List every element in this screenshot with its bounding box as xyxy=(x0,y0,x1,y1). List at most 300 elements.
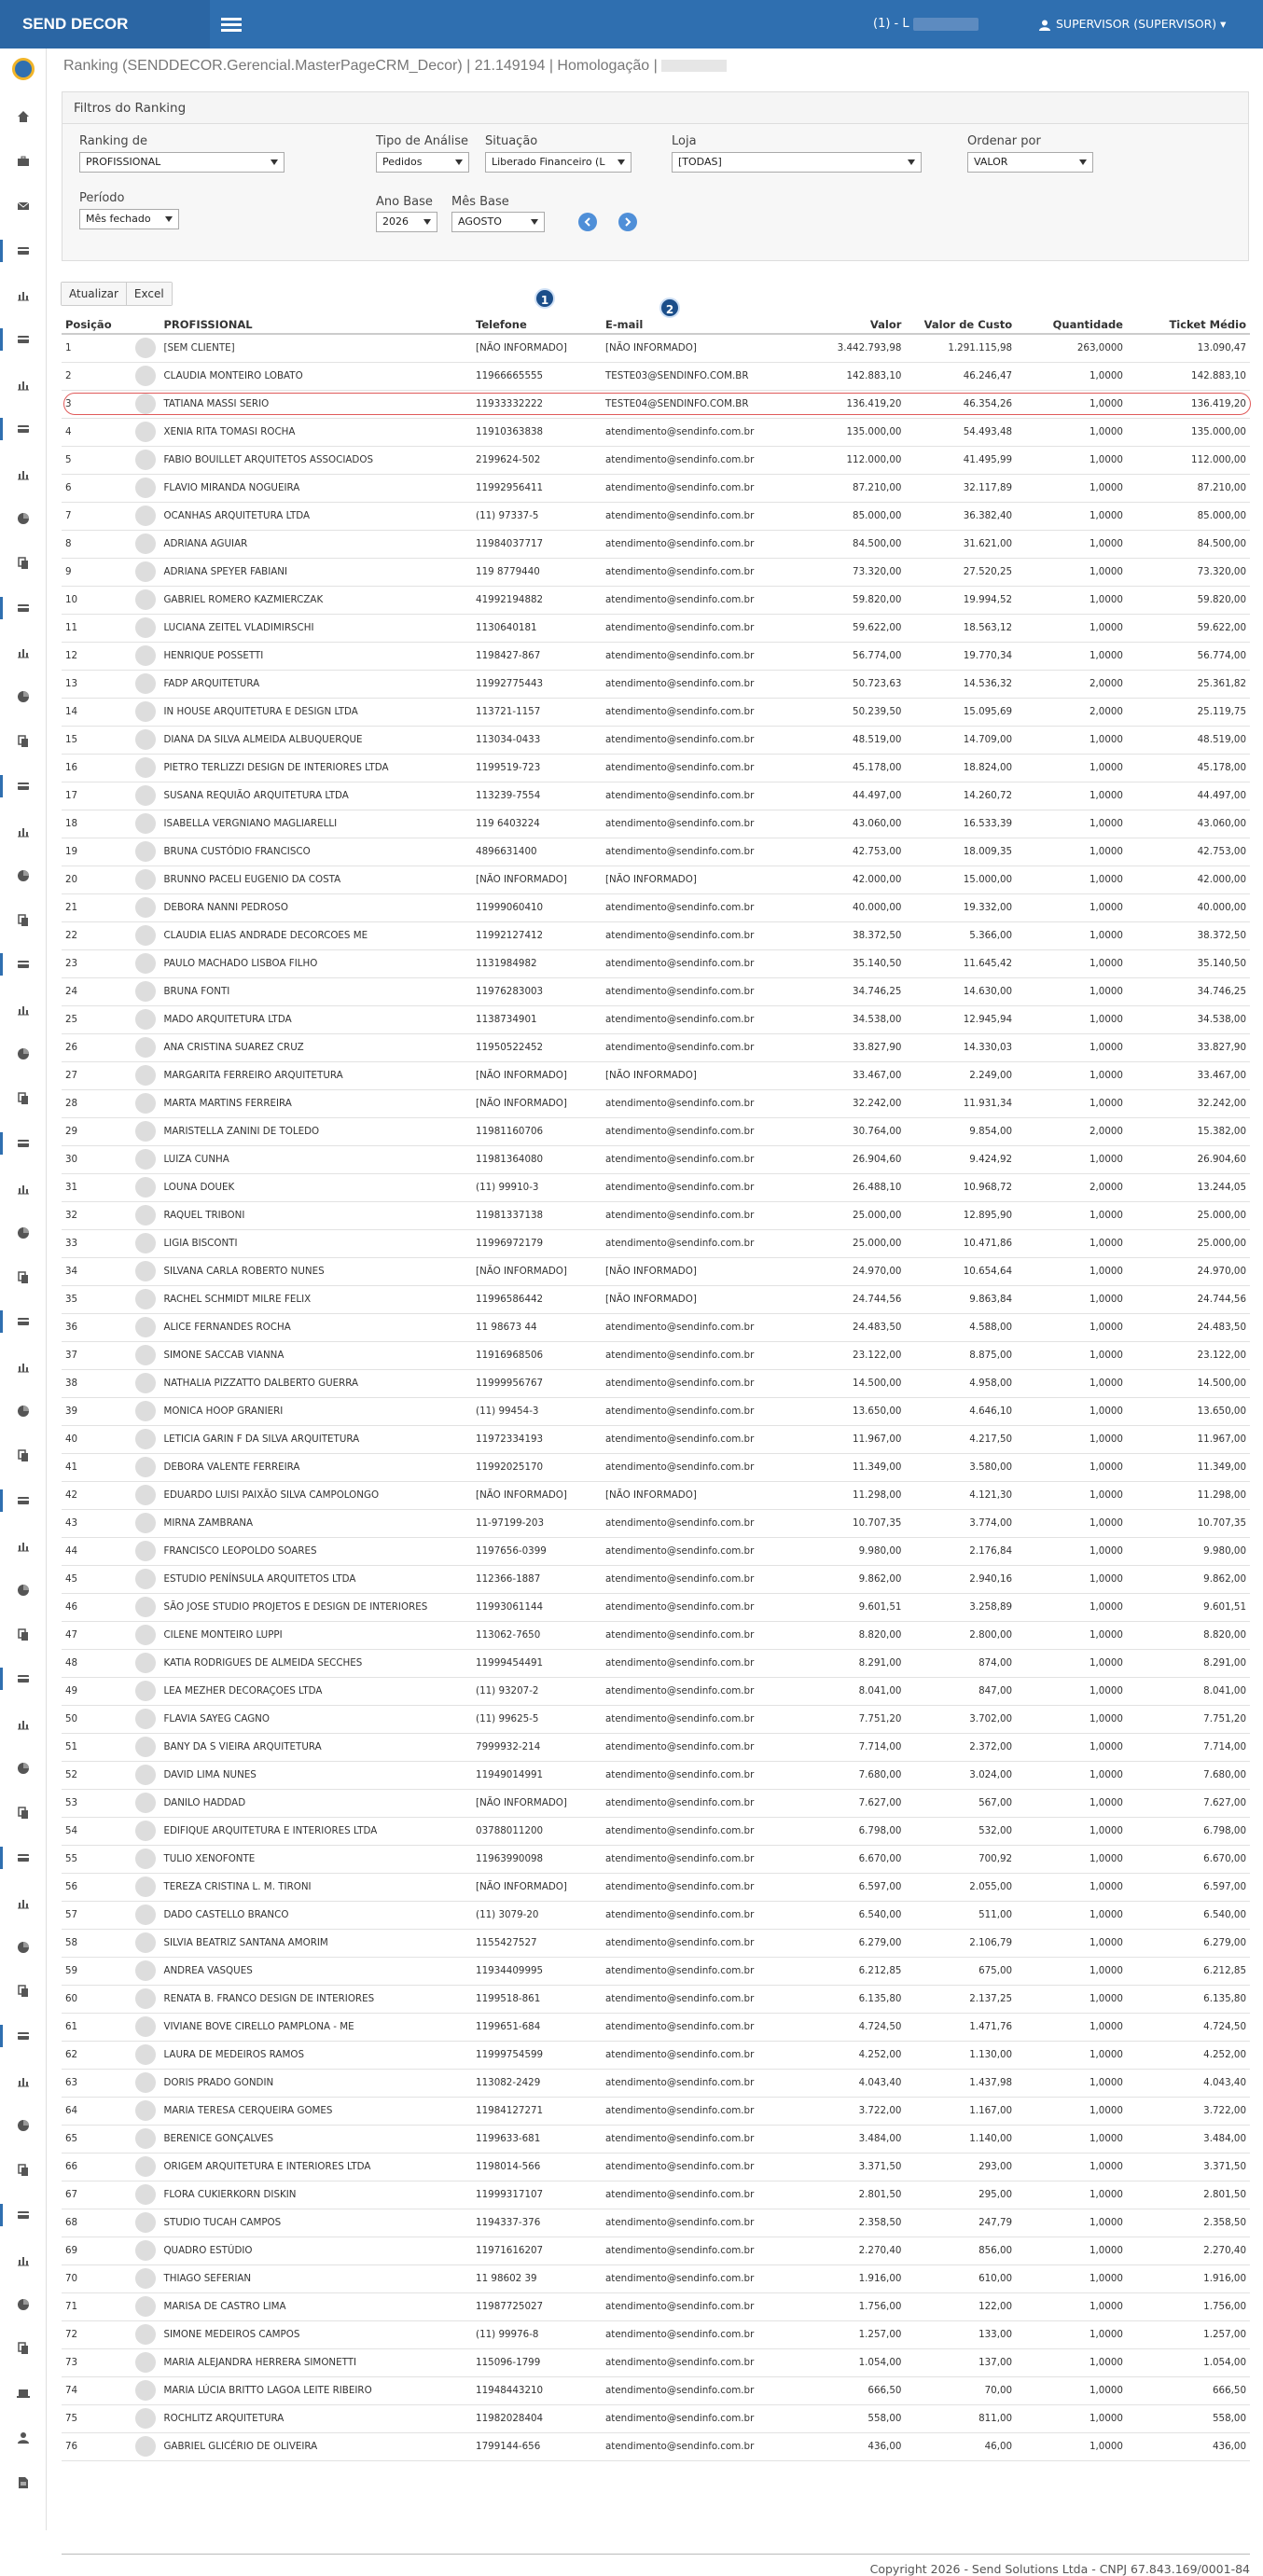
cell-posicao: 12 xyxy=(62,642,132,670)
cell-quantidade: 1,0000 xyxy=(1016,1593,1127,1621)
cell-email: [NÃO INFORMADO] xyxy=(602,1481,787,1509)
table-row[interactable] xyxy=(62,2264,1250,2292)
sidebar-item-copy[interactable] xyxy=(0,732,47,751)
sidebar-item-card[interactable] xyxy=(0,242,47,260)
sidebar-item-pie-chart[interactable] xyxy=(0,2295,47,2314)
cell-profissional: ANDREA VASQUES xyxy=(160,1957,472,1985)
sidebar-item-home[interactable] xyxy=(0,107,47,126)
cell-posicao: 31 xyxy=(62,1173,132,1201)
cell-posicao: 10 xyxy=(62,586,132,614)
table-row[interactable] xyxy=(62,2432,1250,2460)
cell-valor: 59.622,00 xyxy=(787,614,905,642)
sidebar-item-pie-chart[interactable] xyxy=(0,1224,47,1242)
periodo-select[interactable]: Mês fechado xyxy=(79,209,179,229)
cell-email: atendimento@sendinfo.com.br xyxy=(602,1985,787,2013)
table-row[interactable] xyxy=(62,446,1250,474)
sidebar-item-card[interactable] xyxy=(0,1491,47,1510)
sidebar-group-marker xyxy=(0,240,3,262)
avatar xyxy=(135,1009,156,1030)
col-valor[interactable]: Valor xyxy=(787,315,905,334)
cell-valor-custo: 1.291.115,98 xyxy=(905,334,1016,362)
avatar xyxy=(135,1485,156,1505)
cell-valor-custo: 5.366,00 xyxy=(905,921,1016,949)
menu-toggle-icon[interactable] xyxy=(210,0,252,48)
table-row[interactable] xyxy=(62,670,1250,698)
sidebar-item-bar-chart[interactable] xyxy=(0,1714,47,1733)
sidebar-item-card[interactable] xyxy=(0,1134,47,1153)
table-row[interactable] xyxy=(62,586,1250,614)
table-row[interactable] xyxy=(62,2237,1250,2264)
avatar xyxy=(135,1709,156,1729)
cell-posicao: 18 xyxy=(62,810,132,838)
cell-telefone: [NÃO INFORMADO] xyxy=(472,1481,602,1509)
table-row[interactable] xyxy=(62,1817,1250,1845)
cell-profissional: RACHEL SCHMIDT MILRE FELIX xyxy=(160,1285,472,1313)
table-row[interactable] xyxy=(62,1089,1250,1117)
cell-valor-custo: 4.958,00 xyxy=(905,1369,1016,1397)
table-row[interactable] xyxy=(62,1033,1250,1061)
avatar xyxy=(135,1205,156,1226)
table-row[interactable] xyxy=(62,418,1250,446)
sidebar-item-bar-chart[interactable] xyxy=(0,2071,47,2090)
table-row[interactable] xyxy=(62,362,1250,390)
table-row[interactable] xyxy=(62,1005,1250,1033)
cell-telefone: 11996972179 xyxy=(472,1229,602,1257)
cell-posicao: 56 xyxy=(62,1873,132,1901)
cell-valor: 38.372,50 xyxy=(787,921,905,949)
table-row[interactable] xyxy=(62,1621,1250,1649)
cell-quantidade: 1,0000 xyxy=(1016,2153,1127,2181)
table-row[interactable] xyxy=(62,1761,1250,1789)
table-row[interactable] xyxy=(62,2069,1250,2097)
sidebar-item-pie-chart[interactable] xyxy=(0,2116,47,2135)
analise-select[interactable]: Pedidos xyxy=(376,152,469,173)
cell-ticket-medio: 59.820,00 xyxy=(1127,586,1250,614)
sidebar-item-user[interactable] xyxy=(0,2429,47,2447)
cell-posicao: 47 xyxy=(62,1621,132,1649)
cell-telefone: 113062-7650 xyxy=(472,1621,602,1649)
table-row[interactable] xyxy=(62,2125,1250,2153)
cell-quantidade: 1,0000 xyxy=(1016,1341,1127,1369)
table-row[interactable] xyxy=(62,726,1250,754)
sidebar-item-pie-chart[interactable] xyxy=(0,1759,47,1778)
sidebar-item-card[interactable] xyxy=(0,1312,47,1331)
avatar-cell xyxy=(132,977,160,1005)
atualizar-button[interactable]: Atualizar xyxy=(62,283,126,305)
table-row[interactable] xyxy=(62,1985,1250,2013)
sidebar-item-copy[interactable] xyxy=(0,1268,47,1287)
table-row[interactable] xyxy=(62,698,1250,726)
cell-valor: 26.488,10 xyxy=(787,1173,905,1201)
cell-valor-custo: 3.774,00 xyxy=(905,1509,1016,1537)
cell-posicao: 1 xyxy=(62,334,132,362)
cell-quantidade: 1,0000 xyxy=(1016,1985,1127,2013)
mes-label: Mês Base xyxy=(451,195,509,209)
cell-ticket-medio: 2.270,40 xyxy=(1127,2237,1250,2264)
table-row[interactable] xyxy=(62,1229,1250,1257)
table-row[interactable] xyxy=(62,1201,1250,1229)
cell-valor-custo: 19.770,34 xyxy=(905,642,1016,670)
table-row[interactable] xyxy=(62,530,1250,558)
sidebar-item-copy[interactable] xyxy=(0,1982,47,2001)
cell-quantidade: 1,0000 xyxy=(1016,1033,1127,1061)
cell-profissional: SILVANA CARLA ROBERTO NUNES xyxy=(160,1257,472,1285)
avatar xyxy=(135,1317,156,1337)
table-row[interactable] xyxy=(62,838,1250,866)
cell-email: atendimento@sendinfo.com.br xyxy=(602,2237,787,2264)
avatar-cell xyxy=(132,2069,160,2097)
table-row[interactable] xyxy=(62,1061,1250,1089)
sidebar-item-copy[interactable] xyxy=(0,2339,47,2358)
pie-chart-icon xyxy=(17,1047,30,1060)
cell-email: atendimento@sendinfo.com.br xyxy=(602,502,787,530)
cell-valor-custo: 31.621,00 xyxy=(905,530,1016,558)
avatar xyxy=(135,533,156,554)
sidebar-item-bar-chart[interactable] xyxy=(0,464,47,483)
table-row[interactable] xyxy=(62,810,1250,838)
table-row[interactable] xyxy=(62,2292,1250,2320)
table-row[interactable] xyxy=(62,474,1250,502)
table-row[interactable] xyxy=(62,2320,1250,2348)
cell-ticket-medio: 87.210,00 xyxy=(1127,474,1250,502)
cell-valor-custo: 19.994,52 xyxy=(905,586,1016,614)
table-row[interactable] xyxy=(62,502,1250,530)
sidebar-item-copy[interactable] xyxy=(0,1089,47,1108)
table-row[interactable] xyxy=(62,1901,1250,1929)
cell-profissional: EDIFIQUE ARQUITETURA E INTERIORES LTDA xyxy=(160,1817,472,1845)
table-row[interactable] xyxy=(62,2209,1250,2237)
avatar-cell xyxy=(132,1369,160,1397)
table-row[interactable] xyxy=(62,1705,1250,1733)
table-header-row xyxy=(62,315,1250,334)
sidebar-item-briefcase[interactable] xyxy=(0,152,47,171)
cell-email: atendimento@sendinfo.com.br xyxy=(602,893,787,921)
sidebar-item-bar-chart[interactable] xyxy=(0,1893,47,1912)
footer: Copyright 2026 - Send Solutions Ltda - CNPJ 67.843.169/0001-84 xyxy=(62,2554,1250,2576)
col-posicao[interactable]: Posição xyxy=(62,315,132,334)
table-row[interactable] xyxy=(62,2041,1250,2069)
brand-logo[interactable]: SEND DECOR xyxy=(0,0,210,48)
sidebar-item-card[interactable] xyxy=(0,2206,47,2224)
cell-posicao: 70 xyxy=(62,2264,132,2292)
cell-quantidade: 2,0000 xyxy=(1016,670,1127,698)
cell-valor-custo: 1.167,00 xyxy=(905,2097,1016,2125)
cell-profissional: MARIA ALEJANDRA HERRERA SIMONETTI xyxy=(160,2348,472,2376)
cell-posicao: 67 xyxy=(62,2181,132,2209)
cell-telefone: 113239-7554 xyxy=(472,782,602,810)
avatar xyxy=(135,506,156,526)
cell-profissional: IN HOUSE ARQUITETURA E DESIGN LTDA xyxy=(160,698,472,726)
sidebar-item-pie-chart[interactable] xyxy=(0,1938,47,1957)
avatar xyxy=(135,1932,156,1953)
table-row[interactable] xyxy=(62,2404,1250,2432)
cell-telefone: 11950522452 xyxy=(472,1033,602,1061)
cell-email: atendimento@sendinfo.com.br xyxy=(602,614,787,642)
sidebar-item-pie-chart[interactable] xyxy=(0,687,47,706)
sidebar-group-marker xyxy=(0,1310,3,1333)
cell-email: atendimento@sendinfo.com.br xyxy=(602,558,787,586)
sidebar-item-card[interactable] xyxy=(0,599,47,617)
caret-down-icon: ▾ xyxy=(1220,17,1227,31)
cell-quantidade: 1,0000 xyxy=(1016,418,1127,446)
cell-ticket-medio: 56.774,00 xyxy=(1127,642,1250,670)
cell-valor: 73.320,00 xyxy=(787,558,905,586)
avatar xyxy=(135,813,156,834)
avatar xyxy=(135,617,156,638)
sidebar-item-card[interactable] xyxy=(0,2027,47,2045)
sidebar-item-bar-chart[interactable] xyxy=(0,822,47,840)
sidebar-item-pie-chart[interactable] xyxy=(0,1581,47,1600)
pie-chart-icon xyxy=(17,1584,30,1597)
table-row[interactable] xyxy=(62,2153,1250,2181)
sidebar-item-copy[interactable] xyxy=(0,1447,47,1465)
cell-telefone: 113034-0433 xyxy=(472,726,602,754)
table-row[interactable] xyxy=(62,1481,1250,1509)
sidebar-item-bar-chart[interactable] xyxy=(0,2251,47,2269)
table-row[interactable] xyxy=(62,1341,1250,1369)
table-row[interactable] xyxy=(62,893,1250,921)
sidebar-item-card[interactable] xyxy=(0,777,47,796)
cell-valor: 13.650,00 xyxy=(787,1397,905,1425)
col-valor-custo[interactable]: Valor de Custo xyxy=(905,315,1016,334)
cell-telefone: 1199633-681 xyxy=(472,2125,602,2153)
table-row[interactable] xyxy=(62,949,1250,977)
mes-select[interactable]: AGOSTO xyxy=(451,212,545,232)
cell-posicao: 38 xyxy=(62,1369,132,1397)
avatar xyxy=(135,2240,156,2261)
table-row[interactable] xyxy=(62,2181,1250,2209)
table-row[interactable] xyxy=(62,1929,1250,1957)
table-row[interactable] xyxy=(62,866,1250,893)
cell-quantidade: 1,0000 xyxy=(1016,838,1127,866)
avatar xyxy=(135,1513,156,1533)
cell-quantidade: 1,0000 xyxy=(1016,1285,1127,1313)
card-icon xyxy=(17,1315,30,1328)
avatar-cell xyxy=(132,1089,160,1117)
ordenar-select[interactable]: VALOR xyxy=(967,152,1093,173)
table-row[interactable] xyxy=(62,390,1250,418)
table-row[interactable] xyxy=(62,1257,1250,1285)
cell-posicao: 33 xyxy=(62,1229,132,1257)
table-row[interactable] xyxy=(62,614,1250,642)
table-row[interactable] xyxy=(62,1285,1250,1313)
table-row[interactable] xyxy=(62,2013,1250,2041)
cell-telefone: 11992127412 xyxy=(472,921,602,949)
next-month-button[interactable] xyxy=(618,213,637,231)
avatar-cell xyxy=(132,1817,160,1845)
cell-valor: 2.358,50 xyxy=(787,2209,905,2237)
table-row[interactable] xyxy=(62,921,1250,949)
sidebar-item-copy[interactable] xyxy=(0,1626,47,1644)
avatar-cell xyxy=(132,1005,160,1033)
avatar xyxy=(135,1681,156,1701)
filters-header: Filtros do Ranking xyxy=(62,92,1248,124)
excel-button[interactable]: Excel xyxy=(126,283,172,305)
cell-valor-custo: 1.471,76 xyxy=(905,2013,1016,2041)
sidebar-item-copy[interactable] xyxy=(0,2161,47,2180)
table-row[interactable] xyxy=(62,1873,1250,1901)
avatar-cell xyxy=(132,334,160,362)
avatar-cell xyxy=(132,1313,160,1341)
cell-email: atendimento@sendinfo.com.br xyxy=(602,2041,787,2069)
table-row[interactable] xyxy=(62,558,1250,586)
sidebar-item-pie-chart[interactable] xyxy=(0,509,47,528)
cell-posicao: 24 xyxy=(62,977,132,1005)
sidebar-item-bar-chart[interactable] xyxy=(0,1179,47,1198)
sidebar-item-copy[interactable] xyxy=(0,1804,47,1822)
avatar-cell xyxy=(132,2041,160,2069)
avatar xyxy=(135,1065,156,1086)
table-row[interactable] xyxy=(62,1453,1250,1481)
avatar-cell xyxy=(132,2264,160,2292)
sidebar-item-pie-chart[interactable] xyxy=(0,1402,47,1420)
table-row[interactable] xyxy=(62,1845,1250,1873)
cell-valor: 112.000,00 xyxy=(787,446,905,474)
table-row[interactable] xyxy=(62,1733,1250,1761)
cell-posicao: 43 xyxy=(62,1509,132,1537)
sidebar-item-bar-chart[interactable] xyxy=(0,1536,47,1555)
cell-email: atendimento@sendinfo.com.br xyxy=(602,2125,787,2153)
copy-icon xyxy=(17,1985,30,1998)
sidebar-item-bar-chart[interactable] xyxy=(0,1000,47,1018)
col-ticket-medio[interactable]: Ticket Médio xyxy=(1127,315,1250,334)
cell-telefone: 11971616207 xyxy=(472,2237,602,2264)
cell-posicao: 34 xyxy=(62,1257,132,1285)
cell-quantidade: 1,0000 xyxy=(1016,1957,1127,1985)
cell-quantidade: 1,0000 xyxy=(1016,1397,1127,1425)
ano-select[interactable]: 2026 xyxy=(376,212,437,232)
table-row[interactable] xyxy=(62,1173,1250,1201)
cell-telefone: 11933332222 xyxy=(472,390,602,418)
avatar-cell xyxy=(132,1397,160,1425)
cell-ticket-medio: 9.601,51 xyxy=(1127,1593,1250,1621)
cell-telefone: 1198014-566 xyxy=(472,2153,602,2181)
cell-valor-custo: 14.330,03 xyxy=(905,1033,1016,1061)
table-row[interactable] xyxy=(62,334,1250,362)
sidebar-item-card[interactable] xyxy=(0,1669,47,1688)
table-row[interactable] xyxy=(62,977,1250,1005)
table-row[interactable] xyxy=(62,782,1250,810)
sidebar-item-card[interactable] xyxy=(0,420,47,438)
loja-select[interactable]: [TODAS] xyxy=(672,152,922,173)
table-row[interactable] xyxy=(62,1425,1250,1453)
cell-posicao: 19 xyxy=(62,838,132,866)
copy-icon xyxy=(17,557,30,570)
table-row[interactable] xyxy=(62,1565,1250,1593)
table-row[interactable] xyxy=(62,2376,1250,2404)
cell-valor: 11.967,00 xyxy=(787,1425,905,1453)
sidebar-item-bar-chart[interactable] xyxy=(0,285,47,304)
cell-valor-custo: 10.471,86 xyxy=(905,1229,1016,1257)
table-row[interactable] xyxy=(62,1397,1250,1425)
cell-quantidade: 2,0000 xyxy=(1016,698,1127,726)
cell-quantidade: 1,0000 xyxy=(1016,1621,1127,1649)
sidebar-item-laptop[interactable] xyxy=(0,2384,47,2403)
cell-profissional: SILVIA BEATRIZ SANTANA AMORIM xyxy=(160,1929,472,1957)
cell-posicao: 22 xyxy=(62,921,132,949)
avatar xyxy=(135,2380,156,2401)
table-row[interactable] xyxy=(62,2097,1250,2125)
sidebar-item-copy[interactable] xyxy=(0,911,47,930)
table-row[interactable] xyxy=(62,1369,1250,1397)
cell-posicao: 64 xyxy=(62,2097,132,2125)
cell-email: [NÃO INFORMADO] xyxy=(602,1257,787,1285)
ordenar-label: Ordenar por xyxy=(967,134,1041,148)
cell-ticket-medio: 84.500,00 xyxy=(1127,530,1250,558)
ranking-select[interactable]: PROFISSIONAL xyxy=(79,152,285,173)
table-row[interactable] xyxy=(62,1509,1250,1537)
cell-valor-custo: 14.536,32 xyxy=(905,670,1016,698)
table-row[interactable] xyxy=(62,2348,1250,2376)
table-row[interactable] xyxy=(62,642,1250,670)
cell-posicao: 54 xyxy=(62,1817,132,1845)
cell-posicao: 25 xyxy=(62,1005,132,1033)
sidebar-item-pie-chart[interactable] xyxy=(0,866,47,885)
col-telefone[interactable]: Telefone xyxy=(472,315,602,334)
user-icon xyxy=(17,2431,30,2444)
avatar-cell xyxy=(132,502,160,530)
sidebar-item-bar-chart[interactable] xyxy=(0,643,47,661)
table-row[interactable] xyxy=(62,1649,1250,1677)
cell-posicao: 52 xyxy=(62,1761,132,1789)
sidebar-item-pie-chart[interactable] xyxy=(0,1045,47,1063)
table-row[interactable] xyxy=(62,1677,1250,1705)
table-row[interactable] xyxy=(62,754,1250,782)
table-row[interactable] xyxy=(62,1313,1250,1341)
col-email[interactable]: E-mail xyxy=(602,315,787,334)
sidebar-item-card[interactable] xyxy=(0,955,47,974)
table-row[interactable] xyxy=(62,1593,1250,1621)
cell-ticket-medio: 7.751,20 xyxy=(1127,1705,1250,1733)
sidebar-item-mail[interactable] xyxy=(0,197,47,215)
sidebar-item-file[interactable] xyxy=(0,2473,47,2492)
table-row[interactable] xyxy=(62,1117,1250,1145)
sidebar-item-card[interactable] xyxy=(0,330,47,349)
cell-quantidade: 1,0000 xyxy=(1016,1509,1127,1537)
cell-telefone: 11 98602 39 xyxy=(472,2264,602,2292)
avatar-cell xyxy=(132,2348,160,2376)
col-quantidade[interactable]: Quantidade xyxy=(1016,315,1127,334)
prev-month-button[interactable] xyxy=(578,213,597,231)
cell-valor: 35.140,50 xyxy=(787,949,905,977)
cell-ticket-medio: 24.744,56 xyxy=(1127,1285,1250,1313)
sidebar-item-bar-chart[interactable] xyxy=(0,375,47,394)
avatar-cell xyxy=(132,530,160,558)
cell-posicao: 76 xyxy=(62,2432,132,2460)
cell-email: atendimento@sendinfo.com.br xyxy=(602,810,787,838)
user-menu[interactable] xyxy=(1039,0,1226,48)
table-row[interactable] xyxy=(62,1537,1250,1565)
table-row[interactable] xyxy=(62,1957,1250,1985)
table-row[interactable] xyxy=(62,1789,1250,1817)
avatar-cell xyxy=(132,2125,160,2153)
app-logo-icon xyxy=(12,58,35,80)
cell-ticket-medio: 8.291,00 xyxy=(1127,1649,1250,1677)
cell-posicao: 60 xyxy=(62,1985,132,2013)
avatar xyxy=(135,2268,156,2289)
sidebar-item-bar-chart[interactable] xyxy=(0,1357,47,1376)
cell-valor: 6.540,00 xyxy=(787,1901,905,1929)
cell-posicao: 63 xyxy=(62,2069,132,2097)
avatar xyxy=(135,1177,156,1198)
copy-icon xyxy=(17,1271,30,1284)
situacao-select[interactable]: Liberado Financeiro (L xyxy=(485,152,632,173)
avatar xyxy=(135,785,156,806)
sidebar-item-copy[interactable] xyxy=(0,554,47,573)
sidebar-item-card[interactable] xyxy=(0,1849,47,1867)
col-profissional[interactable]: PROFISSIONAL xyxy=(160,315,472,334)
table-row[interactable] xyxy=(62,1145,1250,1173)
